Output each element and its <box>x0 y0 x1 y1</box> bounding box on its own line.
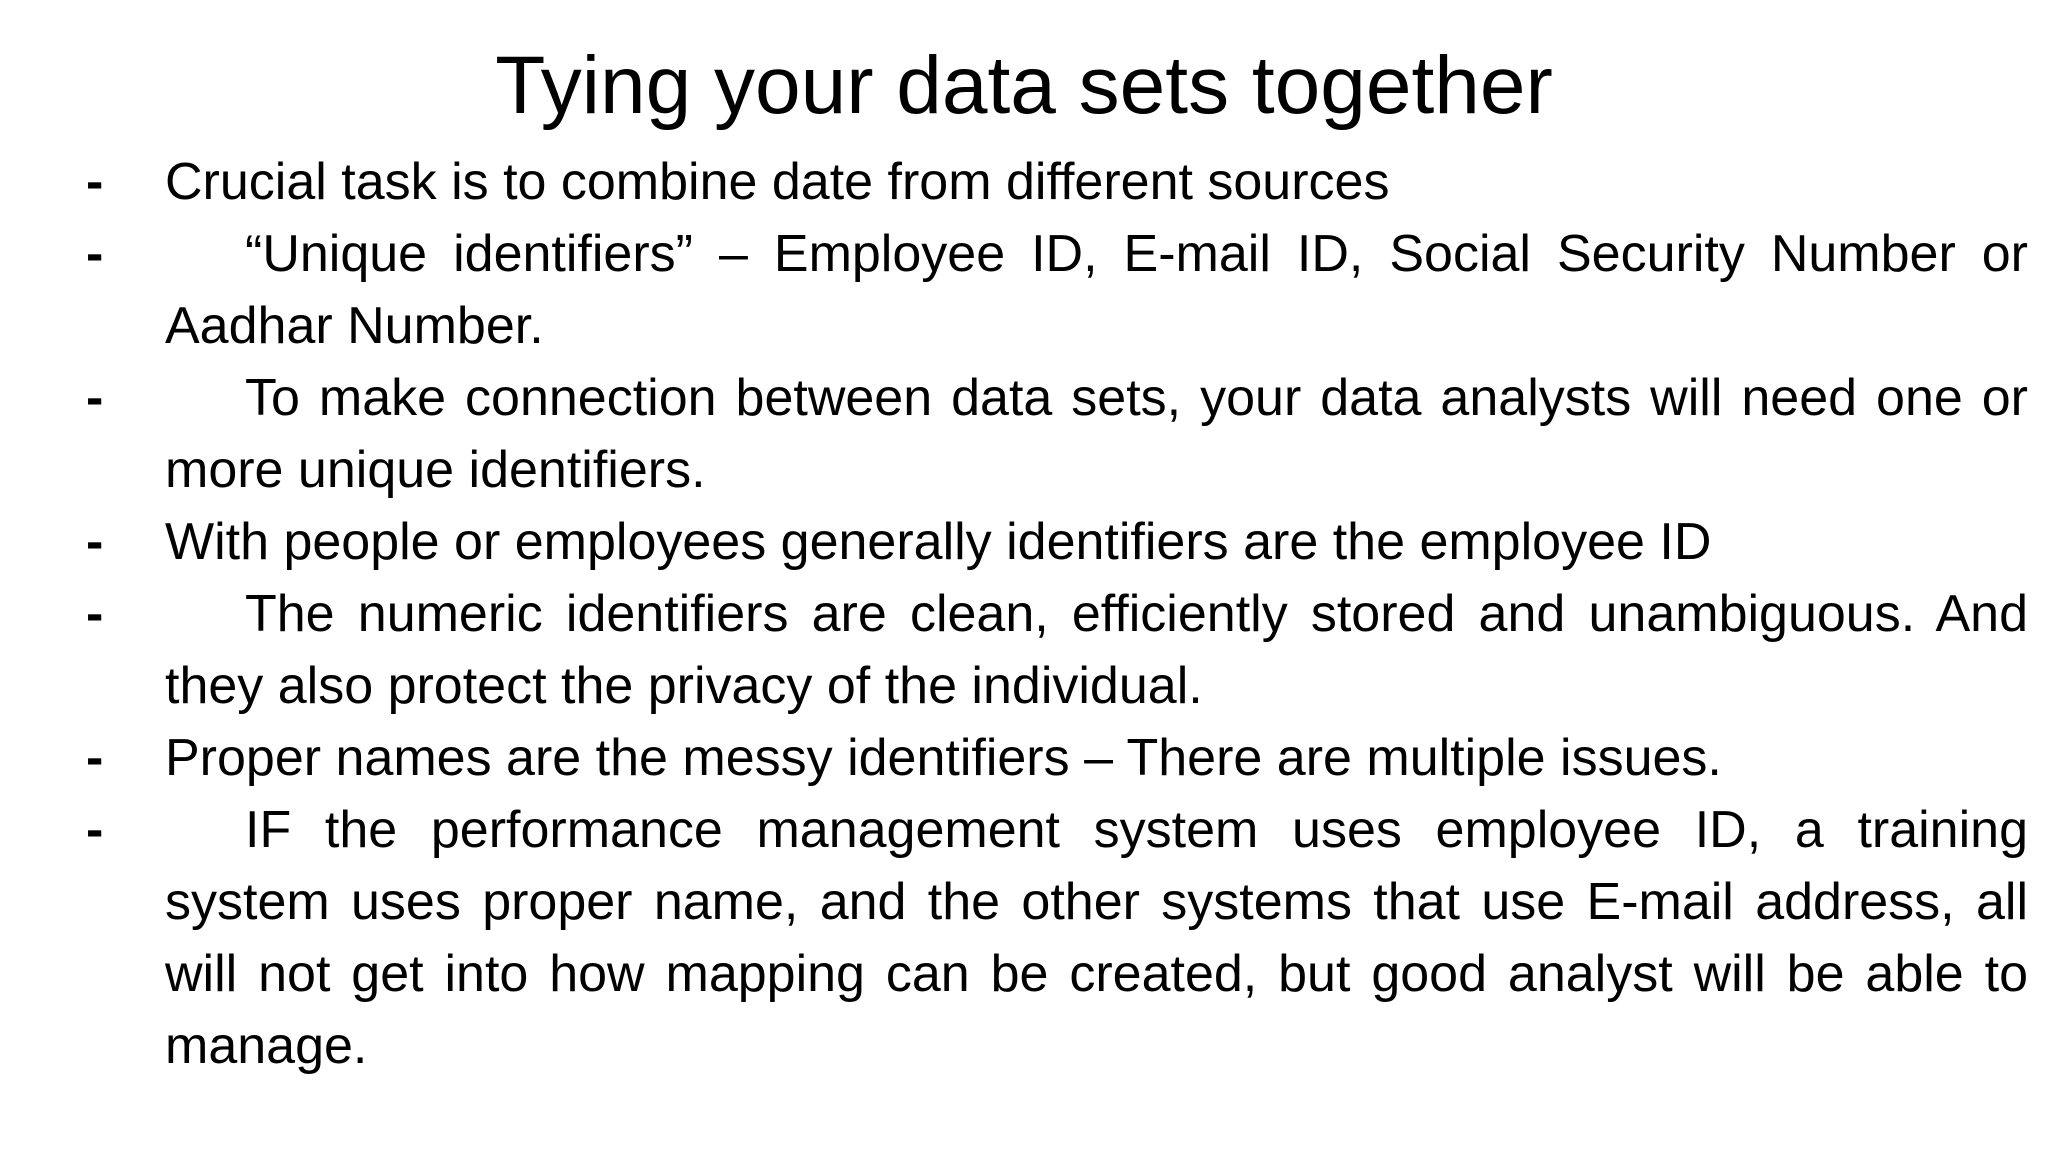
bullet-item <box>86 506 2028 578</box>
bullet-item <box>86 578 2028 722</box>
slide-title: Tying your data sets together <box>495 40 1553 131</box>
bullet-marker: - <box>86 513 104 571</box>
bullet-list <box>86 146 2028 1082</box>
bullet-text: “Unique identifiers” – Employee ID, E-mail ID, Social Security Number or Aadhar Number. <box>165 225 2028 355</box>
bullet-marker: - <box>86 729 104 787</box>
bullet-marker: - <box>86 225 104 283</box>
bullet-text: IF the performance management system uses employee ID, a training system uses proper name, and the other systems that use E-mail address, all will not get into how mapping can be created, but good analyst will be able to manage. <box>165 801 2028 1075</box>
bullet-item <box>86 722 2028 794</box>
bullet-item <box>86 218 2028 362</box>
bullet-item <box>86 794 2028 1082</box>
bullet-text: The numeric identifiers are clean, efficiently stored and unambiguous. And they also protect the privacy of the individual. <box>165 585 2028 715</box>
bullet-text: With people or employees generally identifiers are the employee ID <box>165 513 1712 571</box>
bullet-marker: - <box>86 585 104 643</box>
bullet-text: Crucial task is to combine date from different sources <box>165 153 1390 211</box>
bullet-item <box>86 146 2028 218</box>
bullet-marker: - <box>86 369 104 427</box>
bullet-text: To make connection between data sets, your data analysts will need one or more unique identifiers. <box>165 369 2028 499</box>
bullet-marker: - <box>86 153 104 211</box>
bullet-item <box>86 362 2028 506</box>
bullet-text: Proper names are the messy identifiers – There are multiple issues. <box>165 729 1722 787</box>
bullet-marker: - <box>86 801 104 859</box>
